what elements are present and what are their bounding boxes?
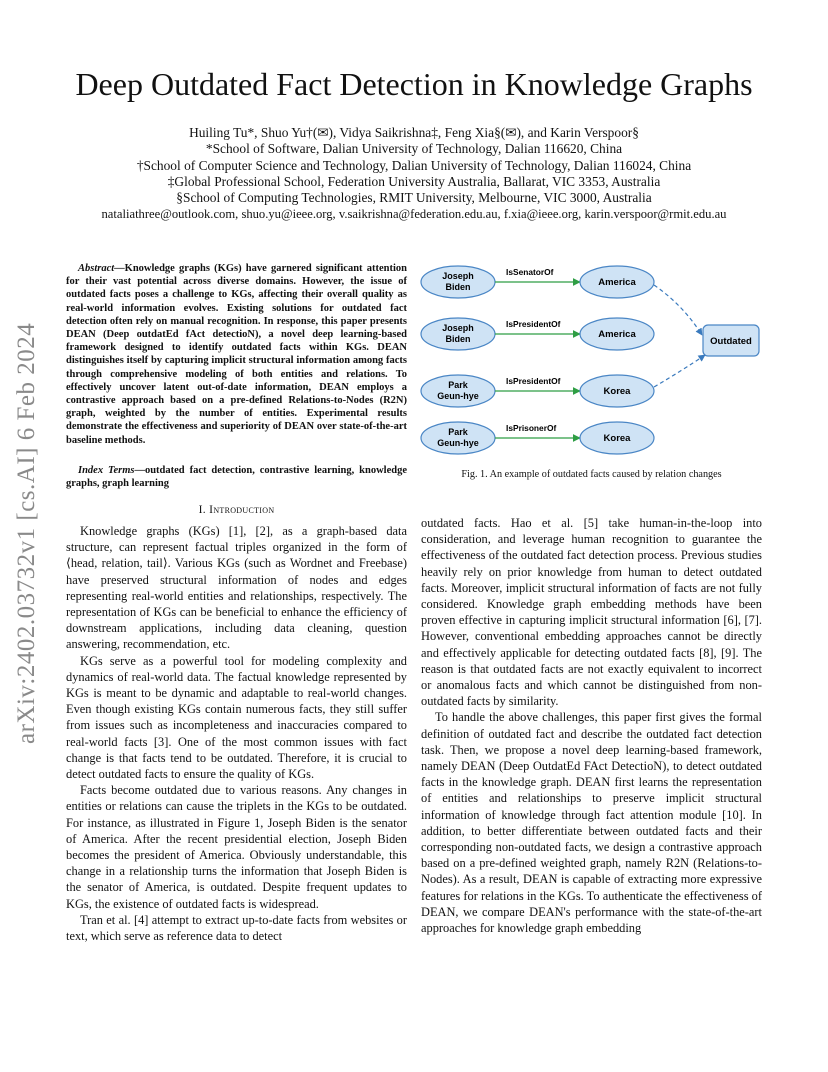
head-label-3b: Geun-hye <box>437 438 479 448</box>
arxiv-stamp: arXiv:2402.03732v1 [cs.AI] 6 Feb 2024 <box>13 322 40 744</box>
head-label-1a: Joseph <box>442 323 474 333</box>
head-label-1b: Biden <box>445 334 471 344</box>
intro-paragraph-6: To handle the above challenges, this paper first gives the formal definition of outdated fact and describe the outdated fact detection task. Then, we propose a novel deep learning-based framework, namely DEAN (Deep OutdatEd FAct DetectioN), to detect outdated facts in the knowledge graph. DEAN first learns the representation of entities and relationships to preserve implicit structural information of knowledge through fact attention module [10]. In addition, to better differentiate between outdated facts and their corresponding non-outdated facts, we design a contrastive approach based on a pre-defined weighted graph, namely R2N (Relations-to-Nodes). As a result, DEAN is capable of extracting more expressive features for relations in the KGs. To authenticate the effectiveness of DEAN, we compare DEAN's performance with the state-of-the-art approaches for knowledge graph embedding <box>421 710 762 936</box>
figure-1 <box>415 255 775 460</box>
affiliation-2: †School of Computer Science and Technology, Dalian University of Technology, Dalian 116024, China <box>136 157 692 173</box>
abstract <box>66 262 407 447</box>
abstract-label: Abstract <box>78 263 115 274</box>
intro-paragraph-5: outdated facts. Hao et al. [5] take human-in-the-loop into consideration, and leverage human recognition to guarantee the effectiveness of the outdated fact detection process. Previous studies heavily rely on prior knowledge from human to detect outdated facts. Moreover, implicit structural information of facts are not fully considered. Knowledge graph embedding methods have been proven effective in capturing implicit structural information [6], [7]. However, conventional embedding approaches cannot be directly and effectively applicable for detecting outdated facts [8], [9]. The reason is that outdated facts are not exactly equivalent to incorrect or anomalous facts and which cannot be distinguished from non-outdated facts by similarity. <box>421 516 762 709</box>
intro-paragraph-2: KGs serve as a powerful tool for modeling complexity and dynamics of real-world data. The factual knowledge represented by KGs is meant to be dynamic and adaptable to real-world changes. Even though existing KGs contain numerous facts, they still suffer from issues such as incompleteness and inaccuracies compared to real-world facts [3]. One of the most common issues with fact change is that facts tend to be outdated. Therefore, it is crucial to detect outdated facts to ensure the quality of KGs. <box>66 653 407 782</box>
head-label-3a: Park <box>448 427 468 437</box>
right-column <box>421 515 762 936</box>
affiliation-1: *School of Software, Dalian University of Technology, Dalian 116620, China <box>205 141 623 157</box>
tail-label-1: America <box>598 329 636 340</box>
tail-label-3: Korea <box>603 433 631 444</box>
section-title: Introduction <box>209 503 275 516</box>
head-label-0b: Biden <box>445 282 471 292</box>
head-label-0a: Joseph <box>442 271 474 281</box>
relation-label-3: IsPrisonerOf <box>506 423 557 433</box>
index-terms-label: Index Terms <box>78 465 135 476</box>
abstract-text: —Knowledge graphs (KGs) have garnered significant attention for their vast potential across diverse domains. However, the issue of outdated facts poses a challenge to KGs, affecting their overall quality as real-world information evolves. Existing solutions for outdated fact detection often rely on manual recognition. In response, this paper presents DEAN (Deep outdatEd fAct detectioN), a novel deep learning-based framework designed to identify outdated facts within KGs. DEAN distinguishes itself by capturing implicit structural information among facts through comprehensive modeling of both entities and relations. To effectively uncover latent out-of-date information, DEAN employs a contrastive approach based on a pre-defined Relations-to-Nodes (R2N) graph, weighted by the number of entities. Experimental results demonstrate the effectiveness and superiority of DEAN over state-of-the-art baseline methods. <box>66 263 407 446</box>
affiliation-3: ‡Global Professional School, Federation University Australia, Ballarat, VIC 3353, Australia <box>167 173 661 189</box>
dashed-edge-korea <box>654 355 705 387</box>
intro-paragraph-1: Knowledge graphs (KGs) [1], [2], as a graph-based data structure, can represent factual triples organized in the form of ⟨head, relation, tail⟩. Various KGs (such as Wordnet and Freebase) have preserved structural information of nodes and edges representing real-world entities and relationships, respectively. The representation of KGs can be beneficial to enhance the efficiency of downstream applications, including data cleaning, question answering, recommendation, etc. <box>66 524 407 652</box>
figure-caption: Fig. 1. An example of outdated facts caused by relation changes <box>461 469 722 480</box>
relation-label-0: IsSenatorOf <box>506 267 554 277</box>
author-emails: nataliathree@outlook.com, shuo.yu@ieee.org, v.saikrishna@federation.edu.au, f.xia@ieee.org, karin.verspoor@rmit.edu.au <box>101 207 727 222</box>
section-number: I. <box>198 503 206 516</box>
relation-label-1: IsPresidentOf <box>506 319 561 329</box>
dashed-edge-america <box>654 285 702 335</box>
left-column <box>66 523 407 944</box>
section-heading <box>66 503 407 516</box>
affiliation-4: §School of Computing Technologies, RMIT University, Melbourne, VIC 3000, Australia <box>176 190 652 206</box>
index-terms-text: —outdated fact detection, contrastive learning, knowledge graphs, graph learning <box>66 465 407 490</box>
author-names: Huiling Tu*, Shuo Yu†(✉), Vidya Saikrishna‡, Feng Xia§(✉), and Karin Verspoor§ <box>189 125 639 140</box>
paper-title: Deep Outdated Fact Detection in Knowledge Graphs <box>75 66 753 102</box>
tail-label-0: America <box>598 277 636 288</box>
index-terms <box>66 464 407 490</box>
head-label-2a: Park <box>448 380 468 390</box>
relation-label-2: IsPresidentOf <box>506 376 561 386</box>
intro-paragraph-3: Facts become outdated due to various reasons. Any changes in entities or relations can cause the triplets in the KGs to be outdated. For instance, as illustrated in Figure 1, Joseph Biden is the senator of America. After the recent presidential election, Joseph Biden becomes the president of America. Obviously understandable, this change in a relationship turns the information that Joseph Biden is the senator of America, is outdated. Despite frequent updates to KGs, the existence of outdated facts is widespread. <box>66 783 407 911</box>
outdated-label: Outdated <box>710 336 752 347</box>
head-label-2b: Geun-hye <box>437 391 479 401</box>
tail-label-2: Korea <box>603 386 631 397</box>
intro-paragraph-4: Tran et al. [4] attempt to extract up-to-date facts from websites or text, which serve as reference data to detect <box>66 912 407 944</box>
author-block <box>0 125 828 223</box>
